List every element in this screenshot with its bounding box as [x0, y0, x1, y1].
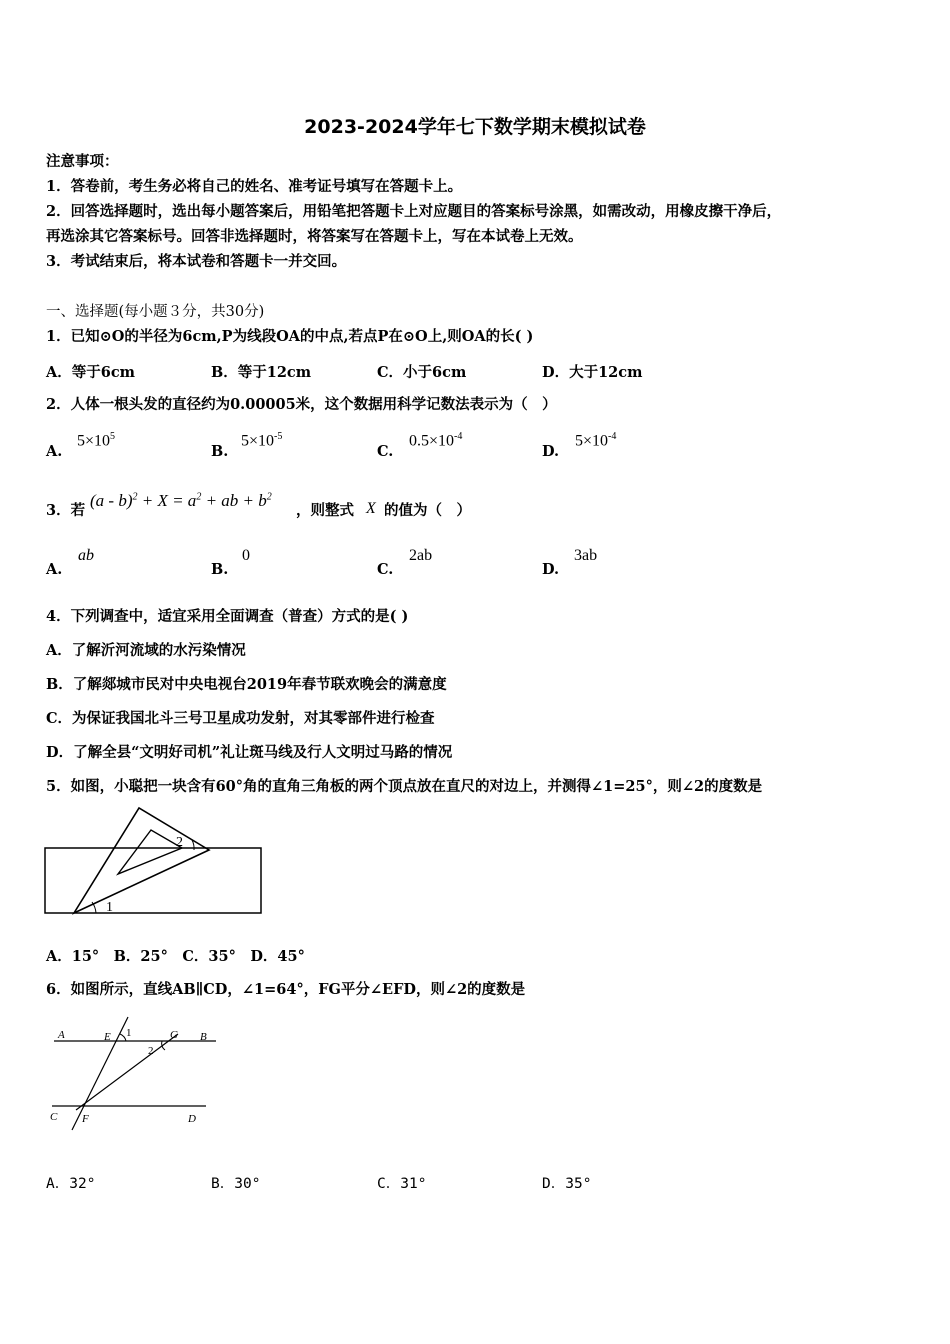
notice-heading: 注意事项： [46, 153, 119, 170]
q5-stem: 5．如图，小聪把一块含有60°角的直角三角板的两个顶点放在直尺的对边上，并测得∠1=25°，则∠2的度数是 [46, 778, 763, 795]
q3-label-d: D. [542, 561, 560, 578]
label-g: G [170, 1029, 178, 1041]
q5-figure [44, 804, 266, 916]
q2-label-a: A. [46, 443, 63, 460]
q2-expr-c: $0.5\times 10^{-4}$ [409, 431, 463, 450]
q4-option-b: B．了解郯城市民对中央电视台2019年春节联欢晚会的满意度 [46, 676, 447, 693]
q3-suffix2: 的值为（ ） [384, 502, 471, 519]
label-1: 1 [126, 1027, 132, 1039]
q6-option-d: D．35° [542, 1176, 592, 1192]
q5-options: A．15° B．25° C．35° D．45° [46, 948, 305, 965]
label-f: F [82, 1113, 89, 1125]
q3-value-c: 2ab [409, 547, 433, 564]
label-2: 2 [148, 1045, 154, 1057]
q4-option-c: C．为保证我国北斗三号卫星成功发射，对其零部件进行检查 [46, 710, 435, 727]
q3-label-b: B. [211, 561, 229, 578]
q6-option-b: B．30° [211, 1176, 261, 1192]
q2-expr-b: $5\times 10^{-5}$ [241, 431, 283, 450]
angle-2-label: 2 [176, 835, 183, 850]
q1-option-a: A．等于6cm [46, 364, 136, 381]
notice-item: 再选涂其它答案标号。回答非选择题时，将答案写在答题卡上，写在本试卷上无效。 [46, 228, 583, 245]
triangle-outer [74, 808, 209, 913]
q3-label-a: A. [46, 561, 63, 578]
line-fg [76, 1034, 178, 1110]
q6-option-c: C．31° [377, 1176, 427, 1192]
notice-item: 3．考试结束后，将本试卷和答题卡一并交回。 [46, 253, 347, 270]
q3-prefix: 3．若 [46, 502, 86, 519]
line-ef [72, 1017, 128, 1130]
q2-label-c: C. [377, 443, 394, 460]
q2-label-b: B. [211, 443, 229, 460]
q3-equation: $(a - b)^2 + X = a^2$ + ab + $b^2$ [90, 491, 272, 510]
q4-stem: 4．下列调查中，适宜采用全面调查（普查）方式的是( ) [46, 608, 409, 625]
q3-label-c: C. [377, 561, 394, 578]
q2-expr-d: $5\times 10^{-4}$ [575, 431, 617, 450]
label-c: C [50, 1111, 58, 1123]
notice-item: 1．答卷前，考生务必将自己的姓名、准考证号填写在答题卡上。 [46, 178, 463, 195]
q3-value-a: ab [78, 547, 94, 564]
page-title: 2023-2024学年七下数学期末模拟试卷 [304, 116, 646, 138]
q2-stem: 2．人体一根头发的直径约为0.00005米，这个数据用科学记数法表示为（ ） [46, 396, 557, 413]
q3-suffix: ，则整式 [296, 502, 354, 519]
q6-figure [46, 1014, 228, 1136]
q6-option-a: A．32° [46, 1176, 96, 1192]
q1-option-b: B．等于12cm [211, 364, 312, 381]
label-d: D [188, 1113, 196, 1125]
notice-item: 2．回答选择题时，选出每小题答案后，用铅笔把答题卡上对应题目的答案标号涂黑，如需改动，用橡皮擦干净后， [46, 203, 782, 220]
ruler [45, 848, 261, 913]
q1-option-d: D．大于12cm [542, 364, 643, 381]
label-b: B [200, 1031, 207, 1043]
label-e: E [104, 1031, 111, 1043]
q1-option-c: C．小于6cm [377, 364, 467, 381]
q2-expr-a: $5\times 10^5$ [77, 431, 116, 450]
q6-stem: 6．如图所示，直线AB∥CD，∠1=64°，FG平分∠EFD，则∠2的度数是 [46, 981, 526, 998]
q4-option-a: A．了解沂河流域的水污染情况 [46, 642, 246, 659]
label-a: A [58, 1029, 65, 1041]
section-heading: 一、选择题(每小题３分，共30分) [46, 304, 265, 320]
q1-stem: 1．已知⊙O的半径为6cm,P为线段OA的中点,若点P在⊙O上,则OA的长( ) [46, 328, 534, 345]
angle-1-label: 1 [106, 900, 113, 915]
q3-value-b: 0 [242, 547, 250, 564]
q3-value-d: 3ab [574, 547, 598, 564]
q3-var: X [366, 500, 376, 517]
q2-label-d: D. [542, 443, 560, 460]
q4-option-d: D．了解全县“文明好司机”礼让斑马线及行人文明过马路的情况 [46, 744, 453, 761]
